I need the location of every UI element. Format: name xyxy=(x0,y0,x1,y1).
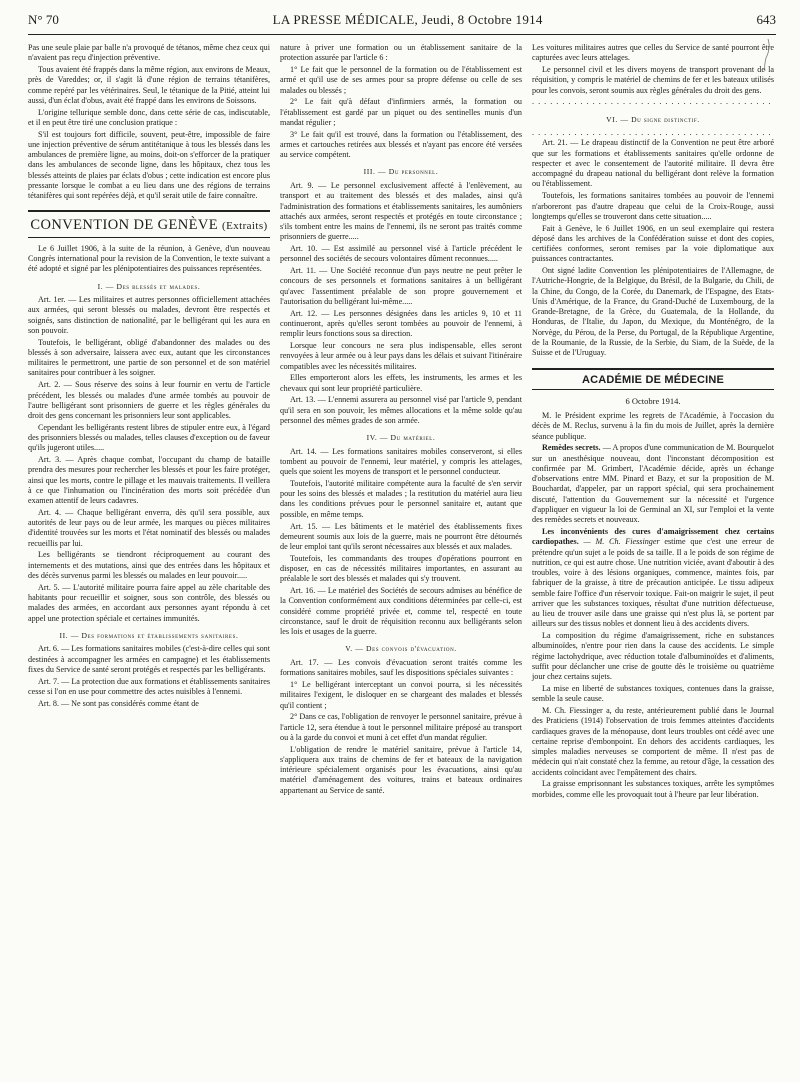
paragraph: Toutefois, le belligérant, obligé d'abandonner des malades ou des blessés à son adversaire, laissera avec eux, autant que les circonstances militaires le permettront, une partie de son personnel et de son matériel sanitaires pour contribuer à les soigner. xyxy=(28,337,270,378)
article: Art. 6. — Les formations sanitaires mobiles (c'est-à-dire celles qui sont destinées à accompagner les armées en campagne) et les établissements fixes du Service de santé seront protégés et respectés par les belligérants. xyxy=(28,644,270,674)
paragraph: L'obligation de rendre le matériel sanitaire, prévue à l'article 14, s'appliquera aux trains de chemins de fer et bateaux de la navigation intérieure spécialement organisés pour les évacuations, ainsi qu'au matériel d'aménagement des voitures, trains et bateaux ordinaires appartenant au Service de santé. xyxy=(280,744,522,795)
paragraph: Lorsque leur concours ne sera plus indispensable, elles seront renvoyées à leur armée ou à leur pays dans les délais et suivant l'itinéraire compatibles avec les nécessités militaires. xyxy=(280,340,522,371)
topic-heading: Les inconvénients des cures d'amaigrissement chez certains cardiopathes. xyxy=(532,526,774,547)
paragraph: 2° Le fait qu'à défaut d'infirmiers armés, la formation ou l'établissement est gardé par un piquet ou des sentinelles munis d'un mandat régulier ; xyxy=(280,97,522,127)
article: Art. 7. — La protection due aux formations et établissements sanitaires cesse si l'on en use pour commettre des actes nuisibles à l'ennemi. xyxy=(28,676,270,696)
article: Art. 10. — Est assimilé au personnel visé à l'article précédent le personnel des sociétés de secours volontaires dûment reconnues..... xyxy=(280,244,522,264)
paragraph xyxy=(532,443,774,525)
paragraph: Le 6 Juillet 1906, à la suite de la réunion, à Genève, d'un nouveau Congrès international pour la revision de la Convention, le texte suivant a été adopté et signé par les plénipotentiaires des puissances représentées. xyxy=(28,243,270,274)
paragraph: Les belligérants se tiendront réciproquement au courant des internements et des mutations, ainsi que des entrées dans les hôpitaux et des décès survenus parmi les blessés ou malades en leur pouvoir..... xyxy=(28,550,270,581)
paragraph: Elles emporteront alors les effets, les instruments, les armes et les chevaux qui sont leur propriété particulière. xyxy=(280,373,522,393)
author-name: — M. Ch. Fiessinger xyxy=(583,537,660,547)
paragraph: 1° Le fait que le personnel de la formation ou de l'établissement est armé et qu'il use de ses armes pour sa propre défense ou celle de ses malades ou blessés ; xyxy=(280,65,522,95)
paragraph: Toutefois, les commandants des troupes d'opérations pourront en disposer, en cas de nécessités militaires importantes, en assurant au préalable le sort des blessés et malades qui s'y trouvent. xyxy=(280,553,522,584)
article: Art. 11. — Une Société reconnue d'un pays neutre ne peut prêter le concours de ses personnels et formations sanitaires à un belligérant qu'avec l'assentiment préalable de son propre gouvernement et l'autorisation du belligérant lui-même..... xyxy=(280,266,522,306)
section-rule xyxy=(532,368,774,370)
paragraph: L'origine tellurique semble donc, dans cette série de cas, indiscutable, et il en peut être tiré une conclusion pratique : xyxy=(28,107,270,127)
subsection-title: II. — Des formations et établissements sanitaires. xyxy=(59,630,239,640)
section-title xyxy=(28,216,270,234)
article: Art. 13. — L'ennemi assurera au personnel visé par l'article 9, pendant qu'il sera en son pouvoir, les mêmes allocations et la même solde qu'au personnel des mêmes grades de son armée. xyxy=(280,395,522,425)
topic-heading: Remèdes secrets. xyxy=(542,443,601,453)
page-number: 643 xyxy=(756,12,776,27)
paragraph xyxy=(532,527,774,630)
journal-title: LA PRESSE MÉDICALE, Jeudi, 8 Octobre 1914 xyxy=(272,12,543,27)
paragraph: Tous avaient été frappés dans la même région, aux environs de Meaux, près de Vareddes; or, il s'agit là d'une région de terrains tétanifères, comme repéré par les vétérinaires. Seul, le tétanique de la Pitié, atteint lui aussi, d'un éclat d'obus, avait été frappé dans les environs de Soissons. xyxy=(28,65,270,105)
column-3 xyxy=(532,43,774,801)
paragraph: M. Ch. Fiessinger a, du reste, antérieurement publié dans le Journal des Praticiens (1914) l'observation de trois femmes atteintes d'accidents cardiaques graves de la ménopause, dont leurs troubles ont cédé avec une certaine reprise d'embonpoint. En dehors des accidents cardiaques, les simples maladies nerveuses se comportent de même. Il n'est pas de médecin qui n'ait constaté chez la femme, au retour d'âge, la cessation des accidents coïncidant avec l'empâtement des chairs. xyxy=(532,706,774,777)
title-text: CONVENTION DE GENÈVE xyxy=(30,217,219,234)
topic-text: estime que c'est une erreur de prétendre qu'un sujet a le poids de sa taille. Il a le poids de son régime de nutrition, ce qui est autre chose. Une nutrition viciée, avant d'aboutir à des troubles, voire à des lésions organiques, commence, maintes fois, par fabriquer de la graisse, à titre de précaution anticipée. Le tissu adipeux semble faire l'office d'un réservoir toxique. Fait-on maigrir le sujet, il peut arriver que les substances toxiques, résultat d'une nutrition défectueuse, au lieu de trouver asile dans une graisse qui n'est plus là, se portent par ailleurs sur des tissus nobles et donnent lieu à des accidents divers. xyxy=(532,537,775,629)
article: Art. 16. — Le matériel des Sociétés de secours admises au bénéfice de la Convention conformément aux conditions déterminées par celle-ci, est considéré comme propriété privée et, comme tel, respecté en toute circonstance, sauf le droit de réquisition reconnu aux belligérants selon les lois et usages de la guerre. xyxy=(280,586,522,637)
ellipsis-line xyxy=(532,128,774,138)
paragraph: La mise en liberté de substances toxiques, contenues dans la graisse, semble la seule cause. xyxy=(532,683,774,704)
article: Art. 17. — Les convois d'évacuation seront traités comme les formations sanitaires mobiles, sauf les dispositions spéciales suivantes : xyxy=(280,658,522,678)
paragraph: Pas une seule plaie par balle n'a provoqué de tétanos, même chez ceux qui n'avaient pas reçu d'injection préventive. xyxy=(28,43,270,63)
paragraph: 1° Le belligérant interceptant un convoi pourra, si les nécessités militaires l'exigent, le disloquer en se chargeant des malades et blessés qu'il contient ; xyxy=(280,680,522,710)
column-1 xyxy=(28,43,270,801)
divider xyxy=(532,389,774,390)
article: Art. 4. — Chaque belligérant enverra, dès qu'il sera possible, aux autorités de leur pays ou de leur armée, les marques ou pièces militaires d'identité trouvées sur les morts et l'état nominatif des blessés ou malades recueillis par lui. xyxy=(28,507,270,548)
subsection-title: I. — Des blessés et malades. xyxy=(97,281,201,291)
paragraph: La composition du régime d'amaigrissement, riche en substances albuminoïdes, n'entre pour rien dans la cause des accidents. Le simple régime lactohydrique, avec réduction totale d'albuminoïdes et d'aliments, suffit pour déclancher une crise de goutte dès le troisième ou quatrième jour chez certains sujets. xyxy=(532,631,774,682)
ellipsis-line xyxy=(532,97,774,107)
subsection-title: III. — Du personnel. xyxy=(363,167,439,177)
issue-number: N° 70 xyxy=(28,12,59,27)
paragraph: M. le Président exprime les regrets de l'Académie, à l'occasion du décès de M. Reclus, survenu à la fin du mois de Juillet, après la dernière séance publique. xyxy=(532,411,774,441)
paragraph: 2° Dans ce cas, l'obligation de renvoyer le personnel sanitaire, prévue à l'article 12, sera étendue à tout le personnel militaire préposé au transport ou à la garde du convoi et muni à cet effet d'un mandat régulier. xyxy=(280,712,522,742)
article: Art. 9. — Le personnel exclusivement affecté à l'enlèvement, au transport et au traitement des blessés et des malades, ainsi qu'à l'administration des formations et établissements sanitaires, les aumôniers attachés aux armées, seront respectés et protégés en toute circonstance ; s'ils tombent entre les mains de l'ennemi, ils ne seront pas traités comme prisonniers de guerre..... xyxy=(280,180,522,242)
newspaper-page xyxy=(28,12,776,1072)
subsection-title: IV. — Du matériel. xyxy=(366,433,436,443)
paragraph: Ont signé ladite Convention les plénipotentiaires de l'Allemagne, de l'Autriche-Hongrie, de la Belgique, du Brésil, de la Bulgarie, du Chili, de la Chine, du Congo, de la Corée, du Danemark, de l'Espagne, des Etats-Unis d'Amérique, de la France, du Grand-Duché de Luxembourg, de la Grande-Bretagne, de la Grèce, du Guatemala, de la Hollande, du Honduras, de l'Italie, du Japon, du Mexique, du Monténégro, de la Norvège, du Pérou, de la Perse, du Portugal, de la République Argentine, de la Roumanie, de la Russie, de la Serbie, du Siam, de la Suède, de la Suisse et de l'Uruguay. xyxy=(532,266,774,358)
paragraph: Toutefois, les formations sanitaires tombées au pouvoir de l'ennemi n'arboreront pas d'autre drapeau que celui de la Croix-Rouge, aussi longtemps qu'elles se trouveront dans cette situation..... xyxy=(532,191,774,221)
article: Art. 15. — Les bâtiments et le matériel des établissements fixes demeurent soumis aux lois de la guerre, mais ne pourront être détournés de leur emploi tant qu'ils seront nécessaires aux blessés et aux malades. xyxy=(280,521,522,552)
paragraph: La graisse emprisonnant les substances toxiques, arrête les symptômes morbides, comme elle les provoquait tout à l'heure par leur libération. xyxy=(532,779,774,799)
article: Art. 1er. — Les militaires et autres personnes officiellement attachées aux armées, qui seront blessés ou malades, devront être respectés et soignés, sans distinction de nationalité, par le belligérant qui les aura en son pouvoir. xyxy=(28,295,270,335)
article: Art. 5. — L'autorité militaire pourra faire appel au zèle charitable des habitants pour recueillir et soigner, sous son contrôle, des blessés ou malades des armées, en accordant aux personnes ayant répondu à cet appel une protection spéciale et certaines immunités. xyxy=(28,582,270,623)
session-date: 6 Octobre 1914. xyxy=(625,396,681,407)
paragraph: Les voitures militaires autres que celles du Service de santé pourront être capturées avec leurs attelages. xyxy=(532,43,774,63)
section-rule xyxy=(28,210,270,212)
title-suffix: (Extraits) xyxy=(222,220,268,233)
article: Art. 21. — Le drapeau distinctif de la Convention ne peut être arboré que sur les formations et établissements sanitaires qu'elle ordonne de respecter et avec le consentement de l'autorité militaire. Il devra être accompagné du drapeau national du belligérant dont relève la formation ou l'établissement. xyxy=(532,138,774,189)
topic-text: — A propos d'une communication de M. Bourquelot sur un anesthésique nouveau, dont l'inconstant décomposition est confirmée par M. Grimbert, l'Académie décide, après un échange d'observations entre MM. Pinard et Bazy, et sur la proposition de M. Bouchardat, d'appeler, par un rapport spécial, qui sera prochainement discuté, l'attention du Gouvernement sur la nécessité et l'urgence d'appliquer en vigueur la loi de Germinal an XI, sur l'emploi et la vente des remèdes secrets et nouveaux. xyxy=(532,443,775,525)
paragraph: Fait à Genève, le 6 Juillet 1906, en un seul exemplaire qui restera déposé dans les archives de la Confédération suisse et dont des copies, certifiées conformes, seront remises par la voie diplomatique aux puissances contractantes. xyxy=(532,223,774,264)
section-title: ACADÉMIE DE MÉDECINE xyxy=(581,373,725,386)
column-2 xyxy=(280,43,522,801)
divider xyxy=(28,237,270,238)
pencil-mark-icon xyxy=(762,38,772,72)
article: Art. 2. — Sous réserve des soins à leur fournir en vertu de l'article précédent, les blessés ou malades d'une armée tombés au pouvoir de l'autre belligérant sont prisonniers de guerre et les règles générales du droit des gens concernant les prisonniers leur sont applicables. xyxy=(28,380,270,421)
article: Art. 8. — Ne sont pas considérés comme étant de xyxy=(38,698,199,708)
paragraph: Toutefois, l'autorité militaire compétente aura la faculté de s'en servir pour les soins des blessés et malades ; la restitution du matériel aura lieu dans les conditions prévues pour le personnel sanitaire et, autant que possible, en même temps. xyxy=(280,478,522,519)
article: Art. 14. — Les formations sanitaires mobiles conserveront, si elles tombent au pouvoir de l'ennemi, leur matériel, y compris les attelages, quels que soient les moyens de transport et le personnel conducteur. xyxy=(280,446,522,477)
page-header xyxy=(28,12,776,35)
paragraph: nature à priver une formation ou un établissement sanitaire de la protection assurée par l'article 6 : xyxy=(280,43,522,63)
paragraph: Cependant les belligérants restent libres de stipuler entre eux, à l'égard des prisonniers blessés ou malades, telles clauses d'exception ou de faveur qu'ils jugeront utiles..... xyxy=(28,422,270,453)
article: Art. 3. — Après chaque combat, l'occupant du champ de bataille prendra des mesures pour rechercher les blessés et pour les faire protéger, ainsi que les morts, contre le pillage et les mauvais traitements. Il veillera à ce que l'inhumation ou l'incinération des morts soit précédée d'un examen attentif de leurs cadavres. xyxy=(28,455,270,506)
article: Art. 12. — Les personnes désignées dans les articles 9, 10 et 11 continueront, après qu'elles seront tombées au pouvoir de l'ennemi, à remplir leurs fonctions sous sa direction. xyxy=(280,308,522,339)
paragraph: 3° Le fait qu'il est trouvé, dans la formation ou l'établissement, des armes et cartouches retirées aux blessés et n'ayant pas encore été versées au service compétent. xyxy=(280,129,522,160)
subsection-title: V. — Des convois d'évacuation. xyxy=(345,644,457,654)
paragraph: S'il est toujours fort difficile, souvent, peut-être, impossible de faire une injection préventive de sérum antitétanique à tous les blessés dans les ambulances de première ligne, au moins, doit-on s'efforcer de la pratiquer dans les ambulances de seconde ligne, dans les hôpitaux, chez tous les blessés atteints de plaies par éclats d'obus ; cette indication est encore plus pressante lorsque le combat a eu lieu dans une des régions de terrains tétanifères qui sont repérées déjà, et qu'il serait utile de faire connaître. xyxy=(28,129,270,201)
paragraph: Le personnel civil et les divers moyens de transport provenant de la réquisition, y compris le matériel de chemins de fer et les bateaux utilisés pour les convois, seront soumis aux règles générales du droit des gens. xyxy=(532,65,774,95)
subsection-title: VI. — Du signe distinctif. xyxy=(606,114,700,124)
